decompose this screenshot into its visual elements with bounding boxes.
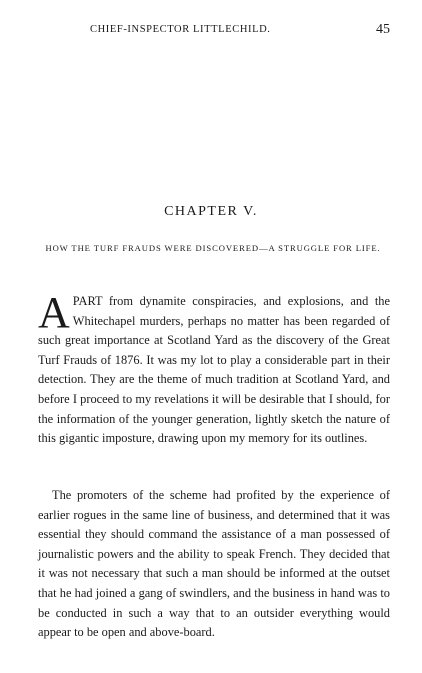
chapter-subtitle: HOW THE TURF FRAUDS WERE DISCOVERED—A STRUGGLE FOR LIFE. bbox=[45, 243, 381, 253]
paragraph-first bbox=[38, 288, 390, 449]
chapter-title: CHAPTER V. bbox=[164, 204, 258, 219]
paragraph-second bbox=[38, 486, 390, 643]
paragraph-second-text: The promoters of the scheme had profited by the experience of earlier rogues in the same line of business, and determined that it was essential they should command the assistance of a man possessed of journalistic powers and the ability to speak French. They decided that it was not necessary that such a man should be informed at the outset that he had joined a gang of swindlers, and the business in hand was to be conducted in such a way that to an outsider everything would appear to be open and above-board. bbox=[38, 488, 390, 640]
drop-cap: A bbox=[38, 288, 70, 337]
running-head bbox=[36, 24, 390, 44]
paragraph-first-text: PART from dynamite conspiracies, and explosions, and the Whitechapel murders, perhaps no matter has been regarded of such great importance at Scotland Yard as the discovery of the Great Turf Frauds of 1876. It was my lot to play a considerable part in their detection. They are the theme of much tradition at Scotland Yard, and before I proceed to my revelations it will be desirable that I should, for the information of the younger generation, lightly sketch the nature of this gigantic imposture, drawing upon my memory for its outlines. bbox=[38, 294, 390, 446]
running-title: CHIEF-INSPECTOR LITTLECHILD. bbox=[90, 24, 271, 35]
page-number: 45 bbox=[376, 22, 390, 37]
